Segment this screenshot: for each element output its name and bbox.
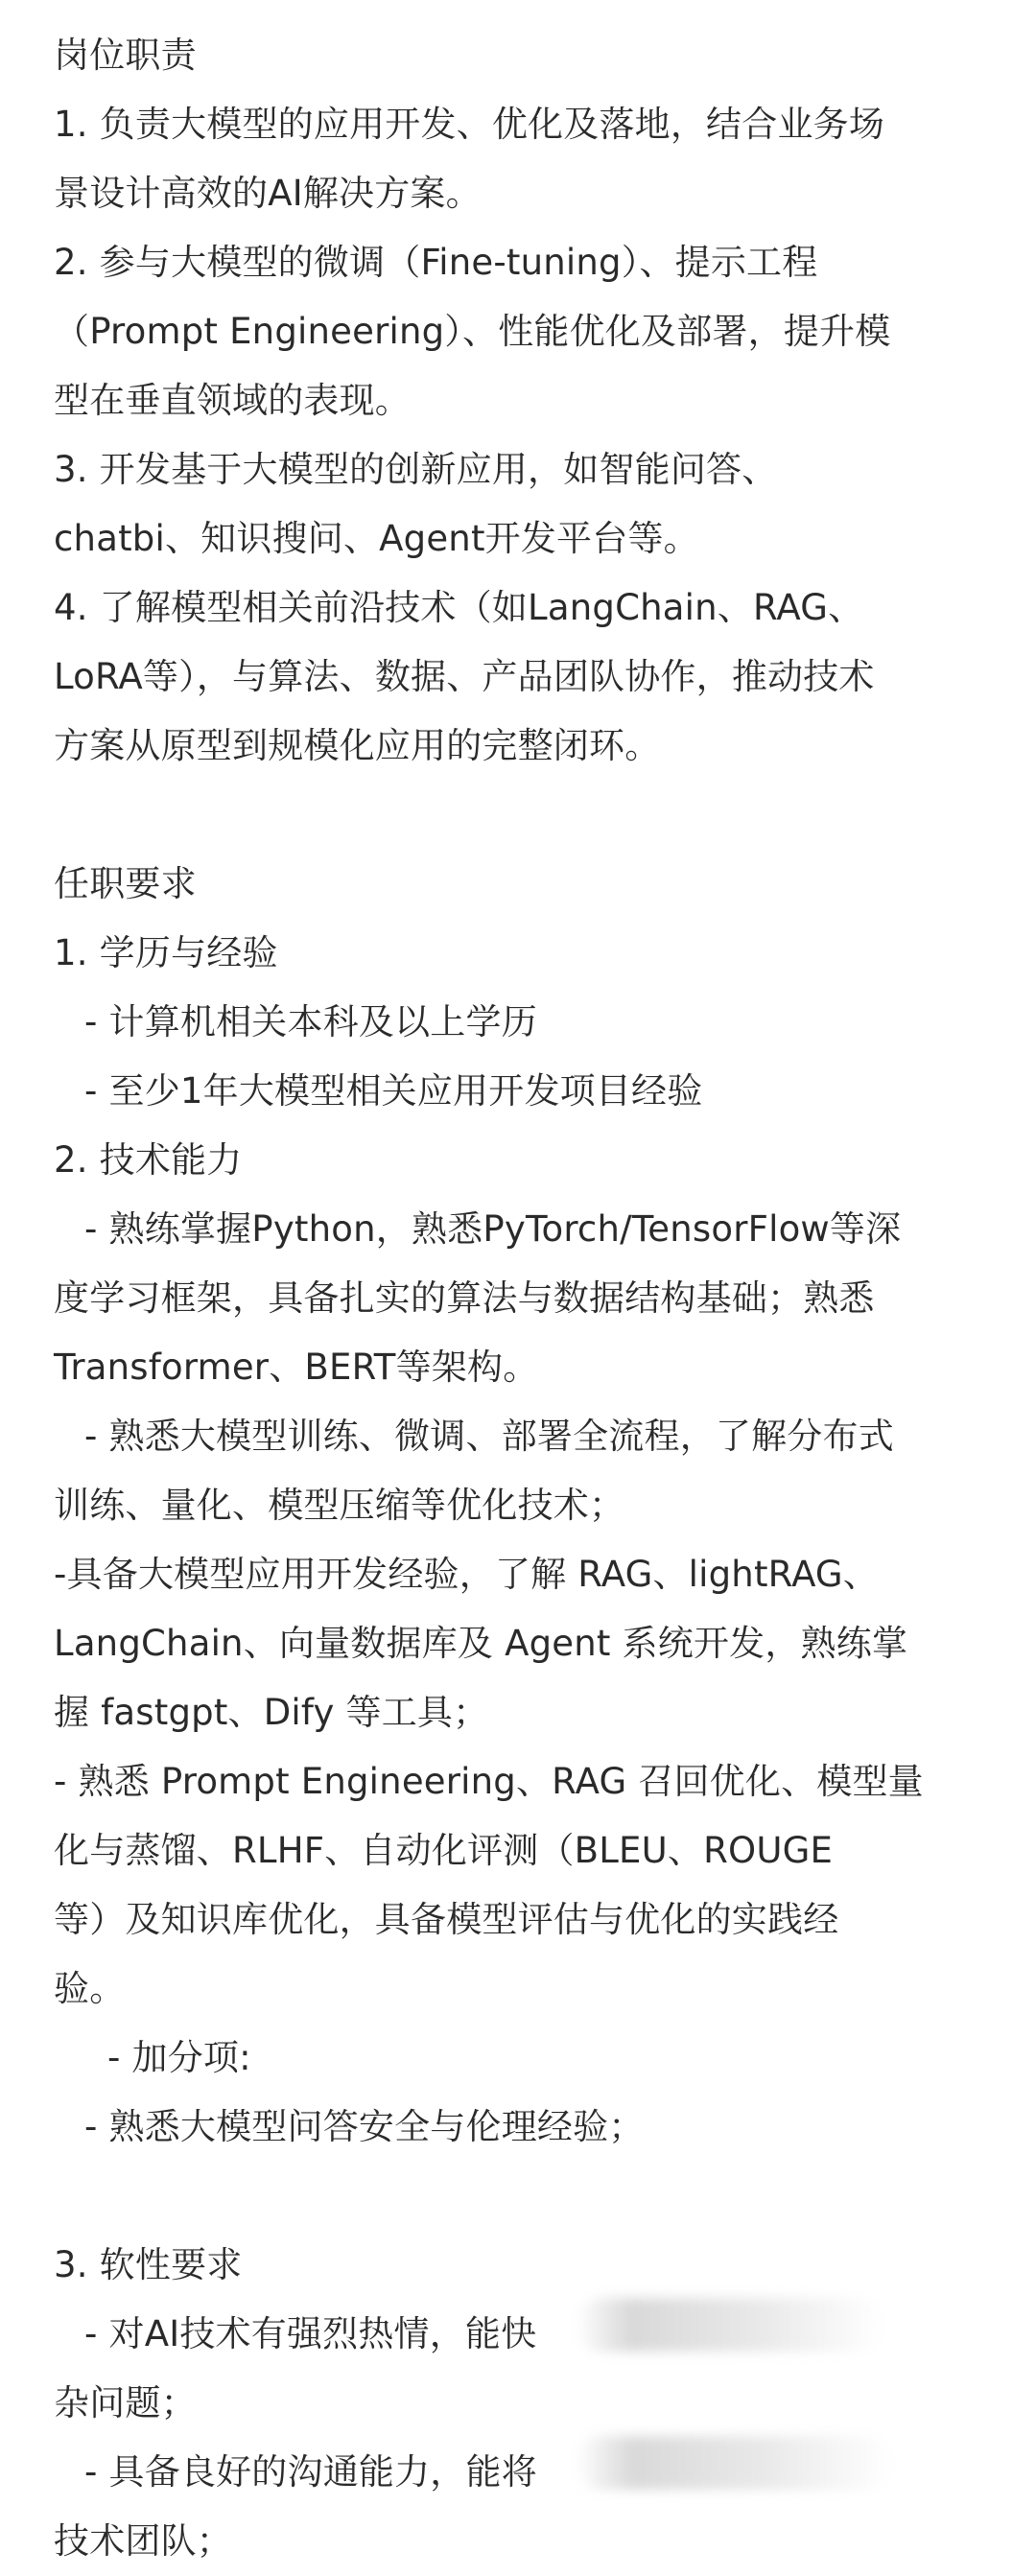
requirement-line: - 熟练掌握Python，熟悉PyTorch/TensorFlow等深 — [84, 1208, 902, 1250]
responsibility-line: （Prompt Engineering）、性能优化及部署，提升模 — [54, 311, 891, 352]
redaction-blur — [576, 2298, 883, 2352]
requirement-line: - 计算机相关本科及以上学历 — [84, 1001, 537, 1042]
requirement-line: Transformer、BERT等架构。 — [54, 1347, 539, 1388]
responsibility-line: 3. 开发基于大模型的创新应用，如智能问答、 — [54, 449, 778, 490]
requirement-line: 等）及知识库优化，具备模型评估与优化的实践经 — [54, 1899, 839, 1940]
requirement-line: - 至少1年大模型相关应用开发项目经验 — [84, 1070, 703, 1112]
requirement-line: 技术团队； — [54, 2520, 232, 2562]
redaction-blur — [576, 2436, 892, 2490]
requirement-line: 训练、量化、模型压缩等优化技术； — [54, 1485, 625, 1526]
requirement-line: -具备大模型应用开发经验，了解 RAG、lightRAG、 — [54, 1554, 879, 1595]
requirement-line: 杂问题； — [54, 2382, 197, 2424]
requirement-line: 度学习框架，具备扎实的算法与数据结构基础；熟悉 — [54, 1277, 875, 1319]
responsibility-line: 方案从原型到规模化应用的完整闭环。 — [54, 725, 661, 766]
section-heading-responsibilities: 岗位职责 — [54, 35, 197, 76]
responsibility-line: 1. 负责大模型的应用开发、优化及落地，结合业务场 — [54, 104, 885, 145]
section-heading-requirements: 任职要求 — [54, 863, 197, 904]
requirement-line: - 熟悉大模型训练、微调、部署全流程，了解分布式 — [84, 1416, 894, 1457]
requirement-line: LangChain、向量数据库及 Agent 系统开发，熟练掌 — [54, 1623, 908, 1664]
soft-skills-heading: 3. 软性要求 — [54, 2244, 243, 2285]
requirement-line: 验。 — [54, 1968, 126, 2009]
responsibility-line: 型在垂直领域的表现。 — [54, 380, 411, 421]
responsibility-line: 2. 参与大模型的微调（Fine-tuning）、提示工程 — [54, 242, 818, 283]
requirement-line: 2. 技术能力 — [54, 1139, 243, 1181]
requirement-line: 握 fastgpt、Dify 等工具； — [54, 1692, 489, 1733]
paragraph-spacer — [54, 781, 1003, 850]
bonus-heading: - 加分项: — [107, 2037, 251, 2078]
job-description — [54, 21, 1003, 2576]
requirement-line: - 熟悉大模型问答安全与伦理经验； — [84, 2106, 645, 2147]
requirement-line: 1. 学历与经验 — [54, 932, 278, 973]
responsibility-line: 景设计高效的AI解决方案。 — [54, 173, 482, 214]
requirement-line: - 具备良好的沟通能力，能将 — [84, 2451, 537, 2493]
responsibility-line: 4. 了解模型相关前沿技术（如LangChain、RAG、 — [54, 587, 864, 628]
responsibility-line: LoRA等），与算法、数据、产品团队协作，推动技术 — [54, 656, 875, 697]
responsibility-line: chatbi、知识搜问、Agent开发平台等。 — [54, 518, 699, 559]
requirement-line: - 熟悉 Prompt Engineering、RAG 召回优化、模型量 — [54, 1761, 924, 1802]
paragraph-spacer — [54, 2162, 1003, 2231]
requirement-line: 化与蒸馏、RLHF、自动化评测（BLEU、ROUGE — [54, 1830, 834, 1871]
requirement-line: - 对AI技术有强烈热情，能快 — [84, 2313, 537, 2354]
